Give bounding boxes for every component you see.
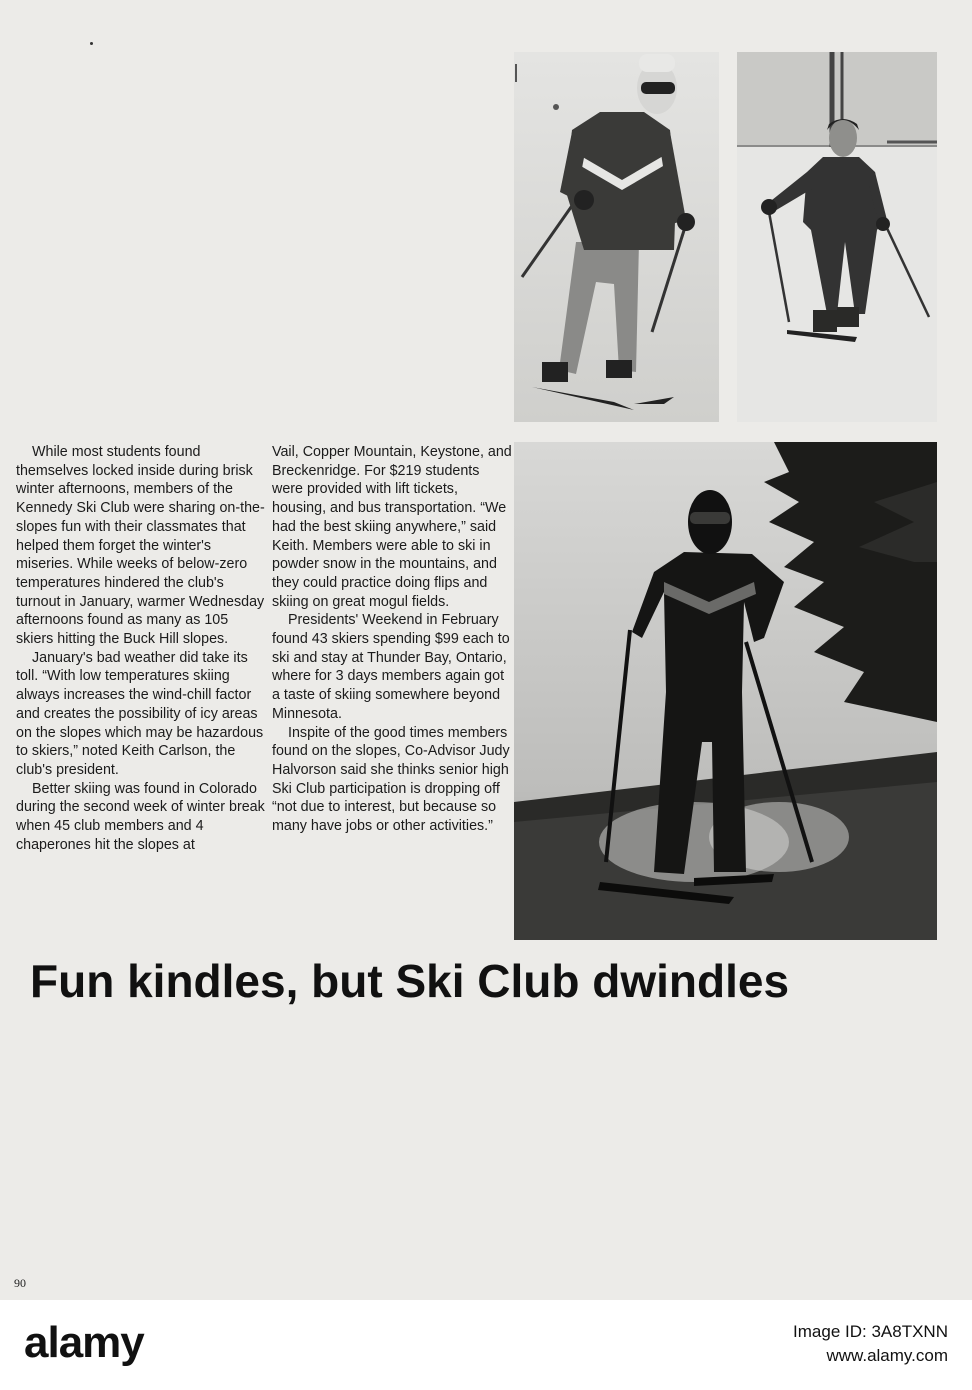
paragraph: Vail, Copper Mountain, Keystone, and Breckenridge. For $219 students were provided with lift tickets, housing, and bus transportation. “We had the best skiing anywhere,” said Keith. Members were able to ski in powder snow in the mountains, and they could practice doing flips and skiing on great mogul fields. [272,444,512,610]
article-column-2 [272,443,512,836]
paragraph: While most students found themselves locked inside during brisk winter afternoons, members of the Kennedy Ski Club were sharing on-the-slopes fun with their classmates that helped them forget the winter's miseries. While weeks of below-zero temperatures hindered the club's turnout in January, warmer Wednesday afternoons found as many as 105 skiers hitting the Buck Hill slopes. [16,444,265,648]
paragraph: Presidents' Weekend in February found 43 skiers spending $99 each to ski and stay at Thunder Bay, Ontario, where for 3 days members again got a taste of skiing somewhere beyond Minnesota. [272,612,510,722]
photo-skier-lift [737,52,937,422]
headline: Fun kindles, but Ski Club dwindles [30,955,790,1007]
photo-skier-silhouette [514,442,937,940]
paragraph: Inspite of the good times members found on the slopes, Co-Advisor Judy Halvorson said she thinks senior high Ski Club participation is dropping off “not due to interest, but because so many have jobs or other activities.” [272,724,510,835]
page-number: 90 [14,1276,26,1290]
site-url: www.alamy.com [826,1346,948,1365]
watermark-footer [0,1300,972,1390]
article-column-1 [16,443,266,854]
image-id: Image ID: 3A8TXNN [793,1322,948,1341]
alamy-logo: alamy [24,1318,144,1367]
print-speck [90,42,93,45]
paragraph: January's bad weather did take its toll. “With low temperatures skiing always increases the wind-chill factor and creates the possibility of icy areas on the slopes which may be hazardous to skiers,” noted Keith Carlson, the club's president. [16,649,264,778]
paragraph: Better skiing was found in Colorado during the second week of winter break when 45 club members and 4 chaperones hit the slopes at [16,780,265,853]
photo-skier-goggles [514,52,719,422]
